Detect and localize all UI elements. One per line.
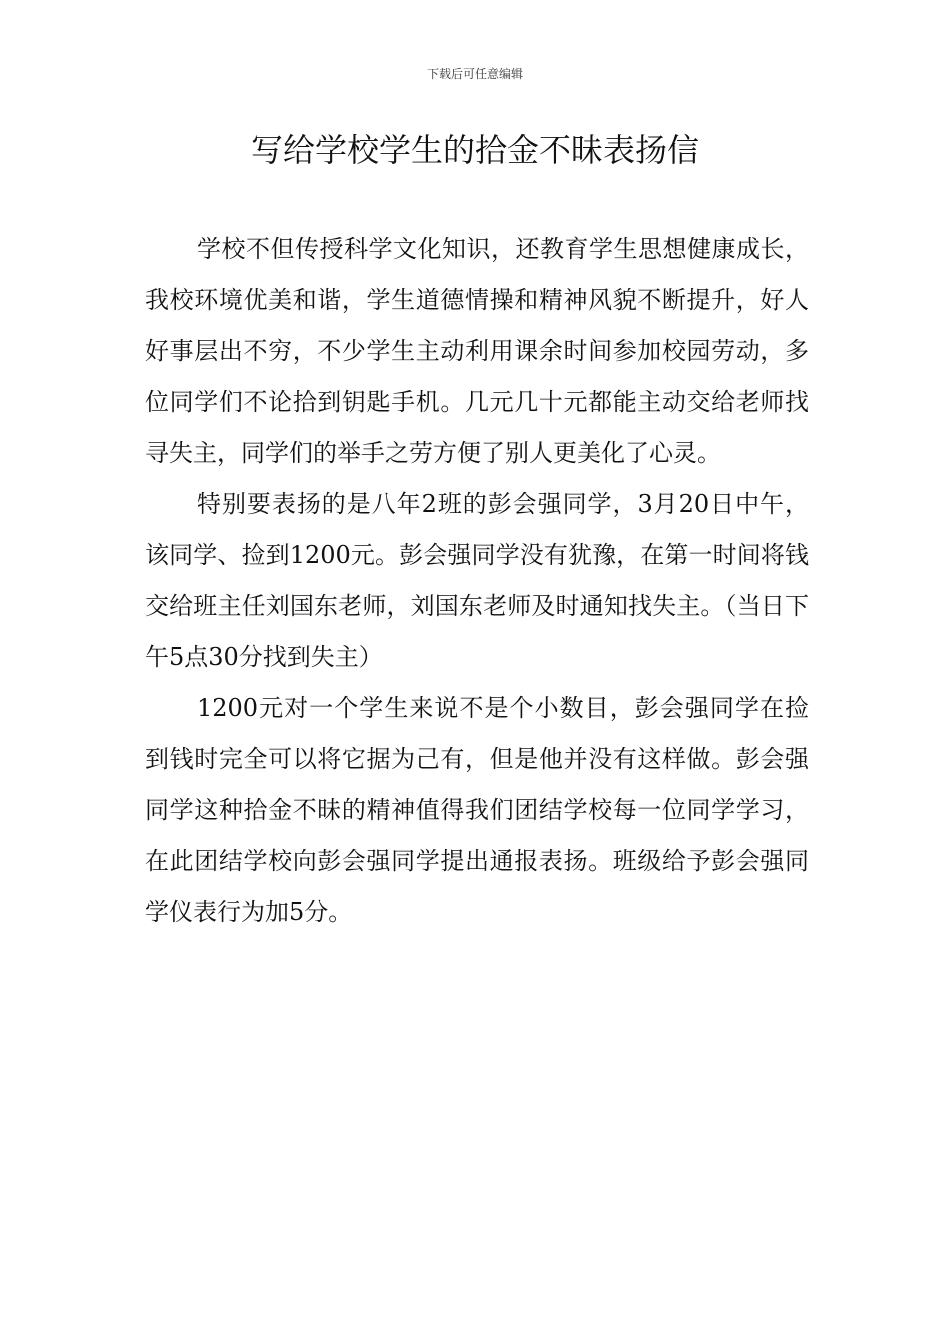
paragraph-1: 学校不但传授科学文化知识，还教育学生思想健康成长，我校环境优美和谐，学生道德情操和精神风貌不断提升，好人好事层出不穷，不少学生主动利用课余时间参加校园劳动，多位同学们不论拾到钥匙手机。几元几十元都能主动交给老师找寻失主，同学们的举手之劳方便了别人更美化了心灵。 xyxy=(145,235,809,467)
paragraph-2: 特别要表扬的是八年2班的彭会强同学，3月20日中午，该同学、捡到1200元。彭会强同学没有犹豫，在第一时间将钱交给班主任刘国东老师，刘国东老师及时通知找失主。（当日下午5点30分找到失主） xyxy=(145,490,809,671)
header-note: 下载后可任意编辑 xyxy=(426,67,523,81)
paragraph-3: 1200元对一个学生来说不是个小数目，彭会强同学在捡到钱时完全可以将它据为己有，但是他并没有这样做。彭会强同学这种拾金不昧的精神值得我们团结学校每一位同学学习，在此团结学校向彭会强同学提出通报表扬。班级给予彭会强同学仪表行为加5分。 xyxy=(145,694,809,926)
document-body xyxy=(145,224,809,938)
document-title: 写给学校学生的拾金不昧表扬信 xyxy=(250,131,699,169)
